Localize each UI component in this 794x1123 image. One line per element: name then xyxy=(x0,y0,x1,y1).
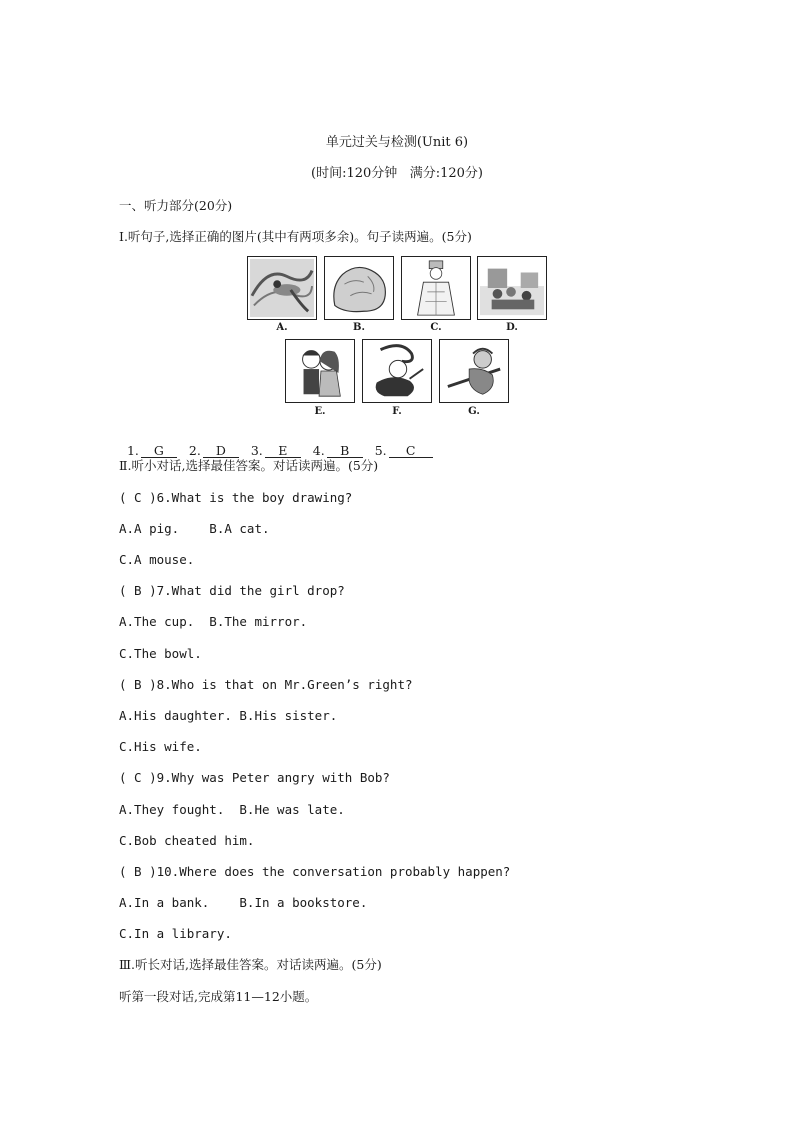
question-options: A.A pig. B.A cat. xyxy=(119,521,270,536)
picture-f xyxy=(362,339,432,403)
emperor-image xyxy=(402,257,470,319)
picture-label-f: F. xyxy=(392,406,402,417)
question-options: A.In a bank. B.In a bookstore. xyxy=(119,895,368,910)
answer-blank: B xyxy=(327,444,363,458)
answer-blank: D xyxy=(203,444,239,458)
picture-e xyxy=(285,339,355,403)
question-options: C.Bob cheated him. xyxy=(119,833,255,848)
stone-image xyxy=(325,257,393,319)
section-heading: 一、听力部分(20分) xyxy=(119,198,233,213)
part1-instruction: Ⅰ.听句子,选择正确的图片(其中有两项多余)。句子读两遍。(5分) xyxy=(119,229,472,244)
picture-label-e: E. xyxy=(314,406,326,417)
answer-number: 3. xyxy=(250,443,263,458)
picture-b xyxy=(324,256,394,320)
part3-sub-instruction: 听第一段对话,完成第11—12小题。 xyxy=(119,989,318,1004)
family-scene-image xyxy=(478,257,546,319)
answer-number: 4. xyxy=(312,443,325,458)
question-stem: ( C )6.What is the boy drawing? xyxy=(119,490,353,505)
answer-blank: G xyxy=(141,444,177,458)
answer-row xyxy=(119,428,433,458)
fairy-flying-image xyxy=(248,257,316,319)
picture-c xyxy=(401,256,471,320)
part3-instruction: Ⅲ.听长对话,选择最佳答案。对话读两遍。(5分) xyxy=(119,957,382,972)
picture-d xyxy=(477,256,547,320)
answer-blank: E xyxy=(265,444,301,458)
picture-label-c: C. xyxy=(430,322,442,333)
answer-blank: C xyxy=(389,444,433,458)
answer-number: 5. xyxy=(374,443,387,458)
question-options: C.His wife. xyxy=(119,739,202,754)
couple-image xyxy=(286,340,354,402)
question-options: C.A mouse. xyxy=(119,552,195,567)
picture-g xyxy=(439,339,509,403)
question-stem: ( B )8.Who is that on Mr.Green’s right? xyxy=(119,677,413,692)
picture-label-d: D. xyxy=(506,322,518,333)
exam-info: (时间:120分钟 满分:120分) xyxy=(311,166,483,181)
answer-number: 2. xyxy=(188,443,201,458)
warrior-image xyxy=(363,340,431,402)
question-options: A.The cup. B.The mirror. xyxy=(119,614,308,629)
question-options: C.In a library. xyxy=(119,926,232,941)
picture-label-b: B. xyxy=(353,322,365,333)
part2-instruction: Ⅱ.听小对话,选择最佳答案。对话读两遍。(5分) xyxy=(119,458,379,473)
question-options: A.His daughter. B.His sister. xyxy=(119,708,338,723)
answer-number: 1. xyxy=(126,443,139,458)
page-title: 单元过关与检测(Unit 6) xyxy=(325,135,469,150)
question-stem: ( B )7.What did the girl drop? xyxy=(119,583,345,598)
picture-label-g: G. xyxy=(468,406,480,417)
question-stem: ( C )9.Why was Peter angry with Bob? xyxy=(119,770,390,785)
picture-label-a: A. xyxy=(276,322,288,333)
monkey-king-image xyxy=(440,340,508,402)
picture-a xyxy=(247,256,317,320)
question-options: A.They fought. B.He was late. xyxy=(119,802,345,817)
question-options: C.The bowl. xyxy=(119,646,202,661)
question-stem: ( B )10.Where does the conversation probably happen? xyxy=(119,864,511,879)
